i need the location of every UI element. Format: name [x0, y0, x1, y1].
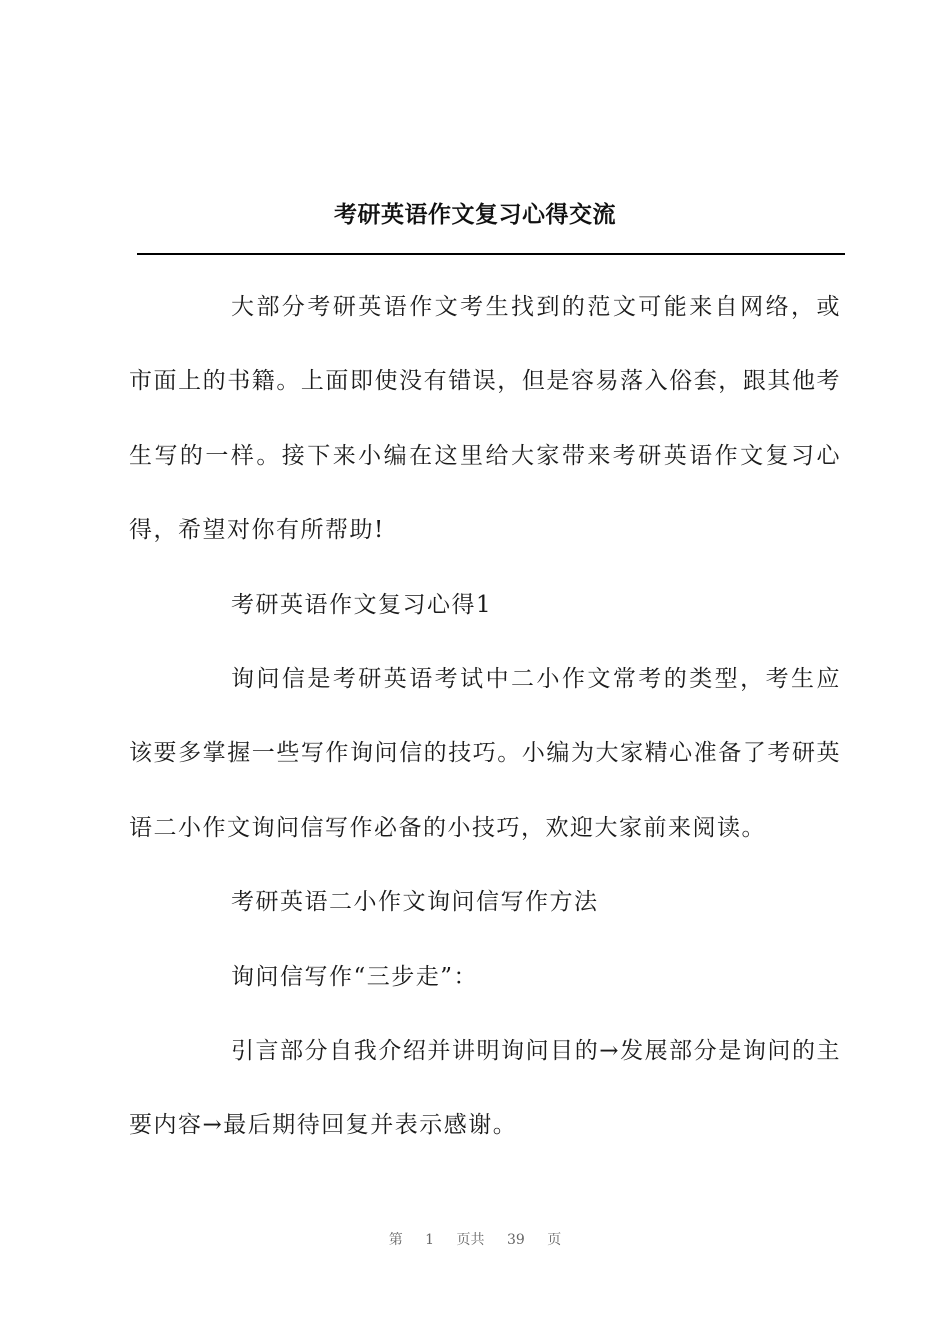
footer-prefix: 第 — [388, 1232, 403, 1248]
document-title: 考研英语作文复习心得交流 — [334, 201, 616, 228]
footer-suffix: 页 — [547, 1232, 562, 1248]
intro-paragraph: 大部分考研英语作文考生找到的范文可能来自网络，或市面上的书籍。上面即使没有错误，但是容易落入俗套，跟其他考生写的一样。接下来小编在这里给大家带来考研英语作文复习心得，希望对你有所帮助! — [129, 294, 841, 544]
title-divider — [137, 253, 845, 255]
method-heading: 考研英语二小作文询问信写作方法 — [231, 889, 599, 916]
page-number-footer — [0, 1229, 950, 1249]
footer-current-page: 1 — [425, 1232, 435, 1248]
inquiry-letter-paragraph: 询问信是考研英语考试中二小作文常考的类型，考生应该要多掌握一些写作询问信的技巧。小编为大家精心准备了考研英语二小作文询问信写作必备的小技巧，欢迎大家前来阅读。 — [129, 666, 841, 841]
footer-total-pages: 39 — [507, 1232, 525, 1248]
footer-middle: 页共 — [456, 1232, 485, 1248]
steps-paragraph: 引言部分自我介绍并讲明询问目的→发展部分是询问的主要内容→最后期待回复并表示感谢。 — [129, 1038, 841, 1139]
three-steps-heading: 询问信写作“三步走”： — [231, 963, 479, 990]
document-body — [129, 270, 841, 1163]
section-heading-1: 考研英语作文复习心得1 — [231, 591, 493, 618]
